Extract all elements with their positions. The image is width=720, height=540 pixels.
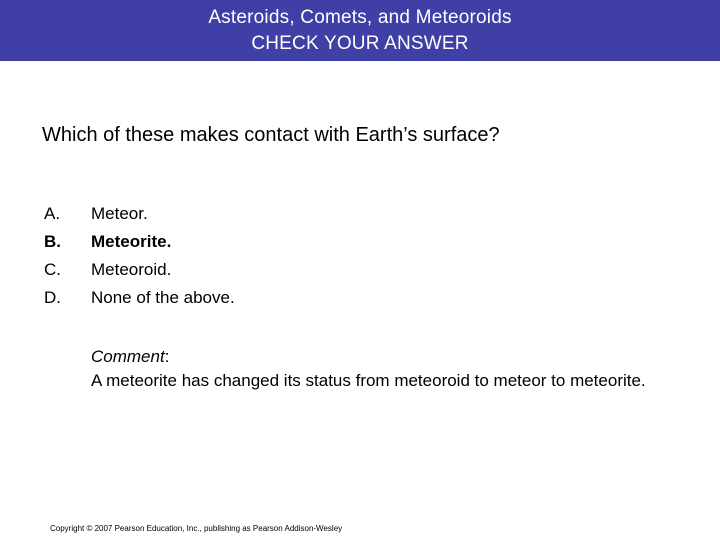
option-text: None of the above. [91, 288, 235, 307]
slide-header [0, 0, 720, 61]
slide-subtitle: CHECK YOUR ANSWER [251, 33, 469, 54]
copyright-notice: Copyright © 2007 Pearson Education, Inc., publishing as Pearson Addison-Wesley [50, 524, 343, 533]
comment-colon: : [164, 347, 170, 366]
question-text: Which of these makes contact with Earth’s surface? [42, 124, 500, 146]
comment-heading [91, 345, 691, 369]
option-text: Meteor. [91, 204, 148, 223]
option-letter: A. [44, 204, 61, 223]
option-letter: C. [44, 260, 61, 279]
comment-label: Comment [91, 347, 165, 366]
option-text: Meteorite. [91, 232, 172, 251]
option-a [44, 200, 544, 228]
option-text: Meteoroid. [91, 260, 172, 279]
option-d [44, 284, 544, 312]
answer-options [44, 200, 544, 312]
comment-text: A meteorite has changed its status from meteoroid to meteor to meteorite. [91, 371, 646, 390]
option-letter: D. [44, 288, 61, 307]
option-letter: B. [44, 232, 61, 251]
slide-title: Asteroids, Comets, and Meteoroids [208, 7, 512, 28]
option-b-correct [44, 228, 544, 256]
answer-comment [91, 345, 691, 393]
option-c [44, 256, 544, 284]
